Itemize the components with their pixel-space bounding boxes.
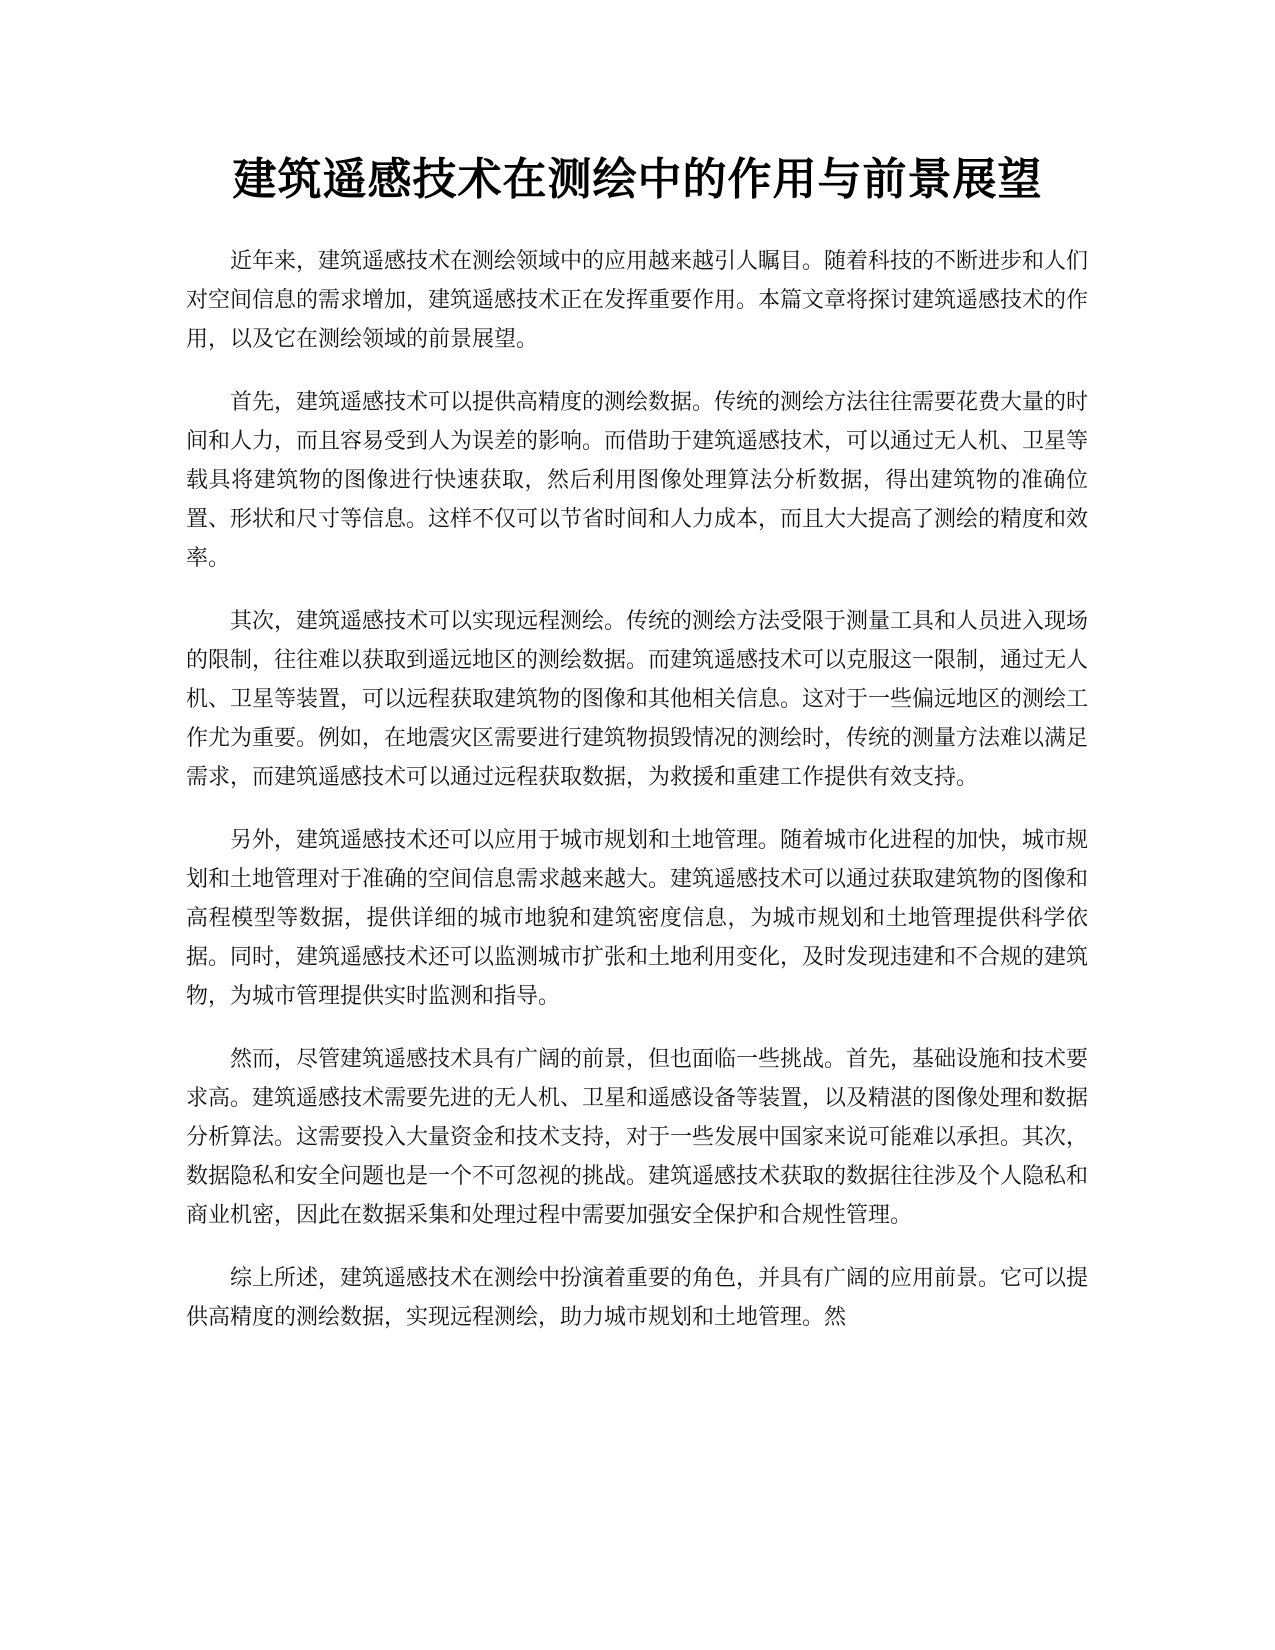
paragraph-intro: 近年来，建筑遥感技术在测绘领域中的应用越来越引人瞩目。随着科技的不断进步和人们对空间信息的需求增加，建筑遥感技术正在发挥重要作用。本篇文章将探讨建筑遥感技术的作用，以及它在测绘领域的前景展望。 [186, 249, 1089, 352]
document-title: 建筑遥感技术在测绘中的作用与前景展望 [232, 154, 1043, 205]
paragraph-challenges: 然而，尽管建筑遥感技术具有广阔的前景，但也面临一些挑战。首先，基础设施和技术要求高。建筑遥感技术需要先进的无人机、卫星和遥感设备等装置，以及精湛的图像处理和数据分析算法。这需要投入大量资金和技术支持，对于一些发展中国家来说可能难以承担。其次，数据隐私和安全问题也是一个不可忽视的挑战。建筑遥感技术获取的数据往往涉及个人隐私和商业机密，因此在数据采集和处理过程中需要加强安全保护和合规性管理。 [186, 1047, 1089, 1228]
paragraph-urban-planning: 另外，建筑遥感技术还可以应用于城市规划和土地管理。随着城市化进程的加快，城市规划和土地管理对于准确的空间信息需求越来越大。建筑遥感技术可以通过获取建筑物的图像和高程模型等数据，提供详细的城市地貌和建筑密度信息，为城市规划和土地管理提供科学依据。同时，建筑遥感技术还可以监测城市扩张和土地利用变化，及时发现违建和不合规的建筑物，为城市管理提供实时监测和指导。 [186, 828, 1089, 1009]
document-body [186, 242, 1088, 1361]
paragraph-summary: 综上所述，建筑遥感技术在测绘中扮演着重要的角色，并具有广阔的应用前景。它可以提供高精度的测绘数据，实现远程测绘，助力城市规划和土地管理。然 [186, 1266, 1089, 1330]
paragraph-remote-survey: 其次，建筑遥感技术可以实现远程测绘。传统的测绘方法受限于测量工具和人员进入现场的限制，往往难以获取到遥远地区的测绘数据。而建筑遥感技术可以克服这一限制，通过无人机、卫星等装置，可以远程获取建筑物的图像和其他相关信息。这对于一些偏远地区的测绘工作尤为重要。例如，在地震灾区需要进行建筑物损毁情况的测绘时，传统的测量方法难以满足需求，而建筑遥感技术可以通过远程获取数据，为救援和重建工作提供有效支持。 [186, 609, 1089, 790]
paragraph-high-precision: 首先，建筑遥感技术可以提供高精度的测绘数据。传统的测绘方法往往需要花费大量的时间和人力，而且容易受到人为误差的影响。而借助于建筑遥感技术，可以通过无人机、卫星等载具将建筑物的图像进行快速获取，然后利用图像处理算法分析数据，得出建筑物的准确位置、形状和尺寸等信息。这样不仅可以节省时间和人力成本，而且大大提高了测绘的精度和效率。 [186, 390, 1089, 571]
